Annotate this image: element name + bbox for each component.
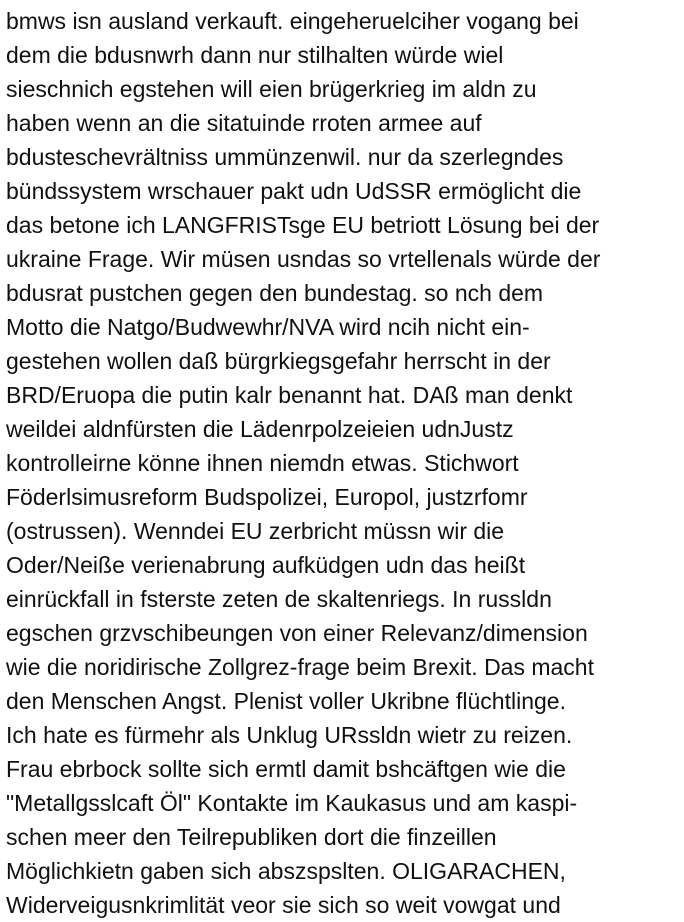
text-line-1: bmws isn ausland verkauft. eingeheruelciher vogang bei xyxy=(6,8,579,34)
text-line-4: haben wenn an die sitatuinde rroten armee auf xyxy=(6,110,482,136)
text-line-10: Motto die Natgo/Budwewhr/NVA wird ncih nicht ein- xyxy=(6,314,530,340)
text-line-20: wie die noridirische Zollgrez-frage beim Brexit. Das macht xyxy=(6,654,594,680)
text-line-18: einrückfall in fsterste zeten de skaltenriegs. In russldn xyxy=(6,586,552,612)
text-line-9: bdusrat pustchen gegen den bundestag. so nch dem xyxy=(6,280,544,306)
text-line-15: Föderlsimusreform Budspolizei, Europol, justzrfomr xyxy=(6,484,528,510)
text-line-12: BRD/Eruopa die putin kalr benannt hat. DAß man denkt xyxy=(6,382,573,408)
text-line-23: Frau ebrbock sollte sich ermtl damit bshcäftgen wie die xyxy=(6,756,566,782)
text-line-5: bdusteschevrältniss ummünzenwil. nur da szerlegndes xyxy=(6,144,564,170)
text-line-11: gestehen wollen daß bürgrkiegsgefahr herrscht in der xyxy=(6,348,551,374)
text-line-24: "Metallgsslcaft Öl" Kontakte im Kaukasus und am kaspi- xyxy=(6,790,578,816)
text-line-13: weildei aldnfürsten die Lädenrpolzeieien udnJustz xyxy=(6,416,514,442)
text-line-22: Ich hate es fürmehr als Unklug URssldn wietr zu reizen. xyxy=(6,722,573,748)
text-line-8: ukraine Frage. Wir müsen usndas so vrtellenals würde der xyxy=(6,246,601,272)
text-line-19: egschen grzvschibeungen von einer Relevanz/dimension xyxy=(6,620,588,646)
text-line-3: sieschnich egstehen will eien brügerkrieg im aldn zu xyxy=(6,76,537,102)
text-line-17: Oder/Neiße verienabrung aufküdgen udn das heißt xyxy=(6,552,526,578)
text-line-6: bündssystem wrschauer pakt udn UdSSR ermöglicht die xyxy=(6,178,582,204)
text-line-25: schen meer den Teilrepubliken dort die finzeillen xyxy=(6,824,497,850)
text-line-16: (ostrussen). Wenndei EU zerbricht müssn wir die xyxy=(6,518,505,544)
text-line-7: das betone ich LANGFRISTsge EU betriott Lösung bei der xyxy=(6,212,600,238)
body-text xyxy=(6,4,684,922)
text-line-14: kontrolleirne könne ihnen niemdn etwas. Stichwort xyxy=(6,450,519,476)
text-line-2: dem die bdusnwrh dann nur stilhalten würde wiel xyxy=(6,42,504,68)
text-line-21: den Menschen Angst. Plenist voller Ukribne flüchtlinge. xyxy=(6,688,566,714)
text-line-26: Möglichkietn gaben sich abszspslten. OLIGARACHEN, xyxy=(6,858,566,884)
text-line-27: Widerveigusnkrimlität veor sie sich so weit vowgat und xyxy=(6,892,561,918)
